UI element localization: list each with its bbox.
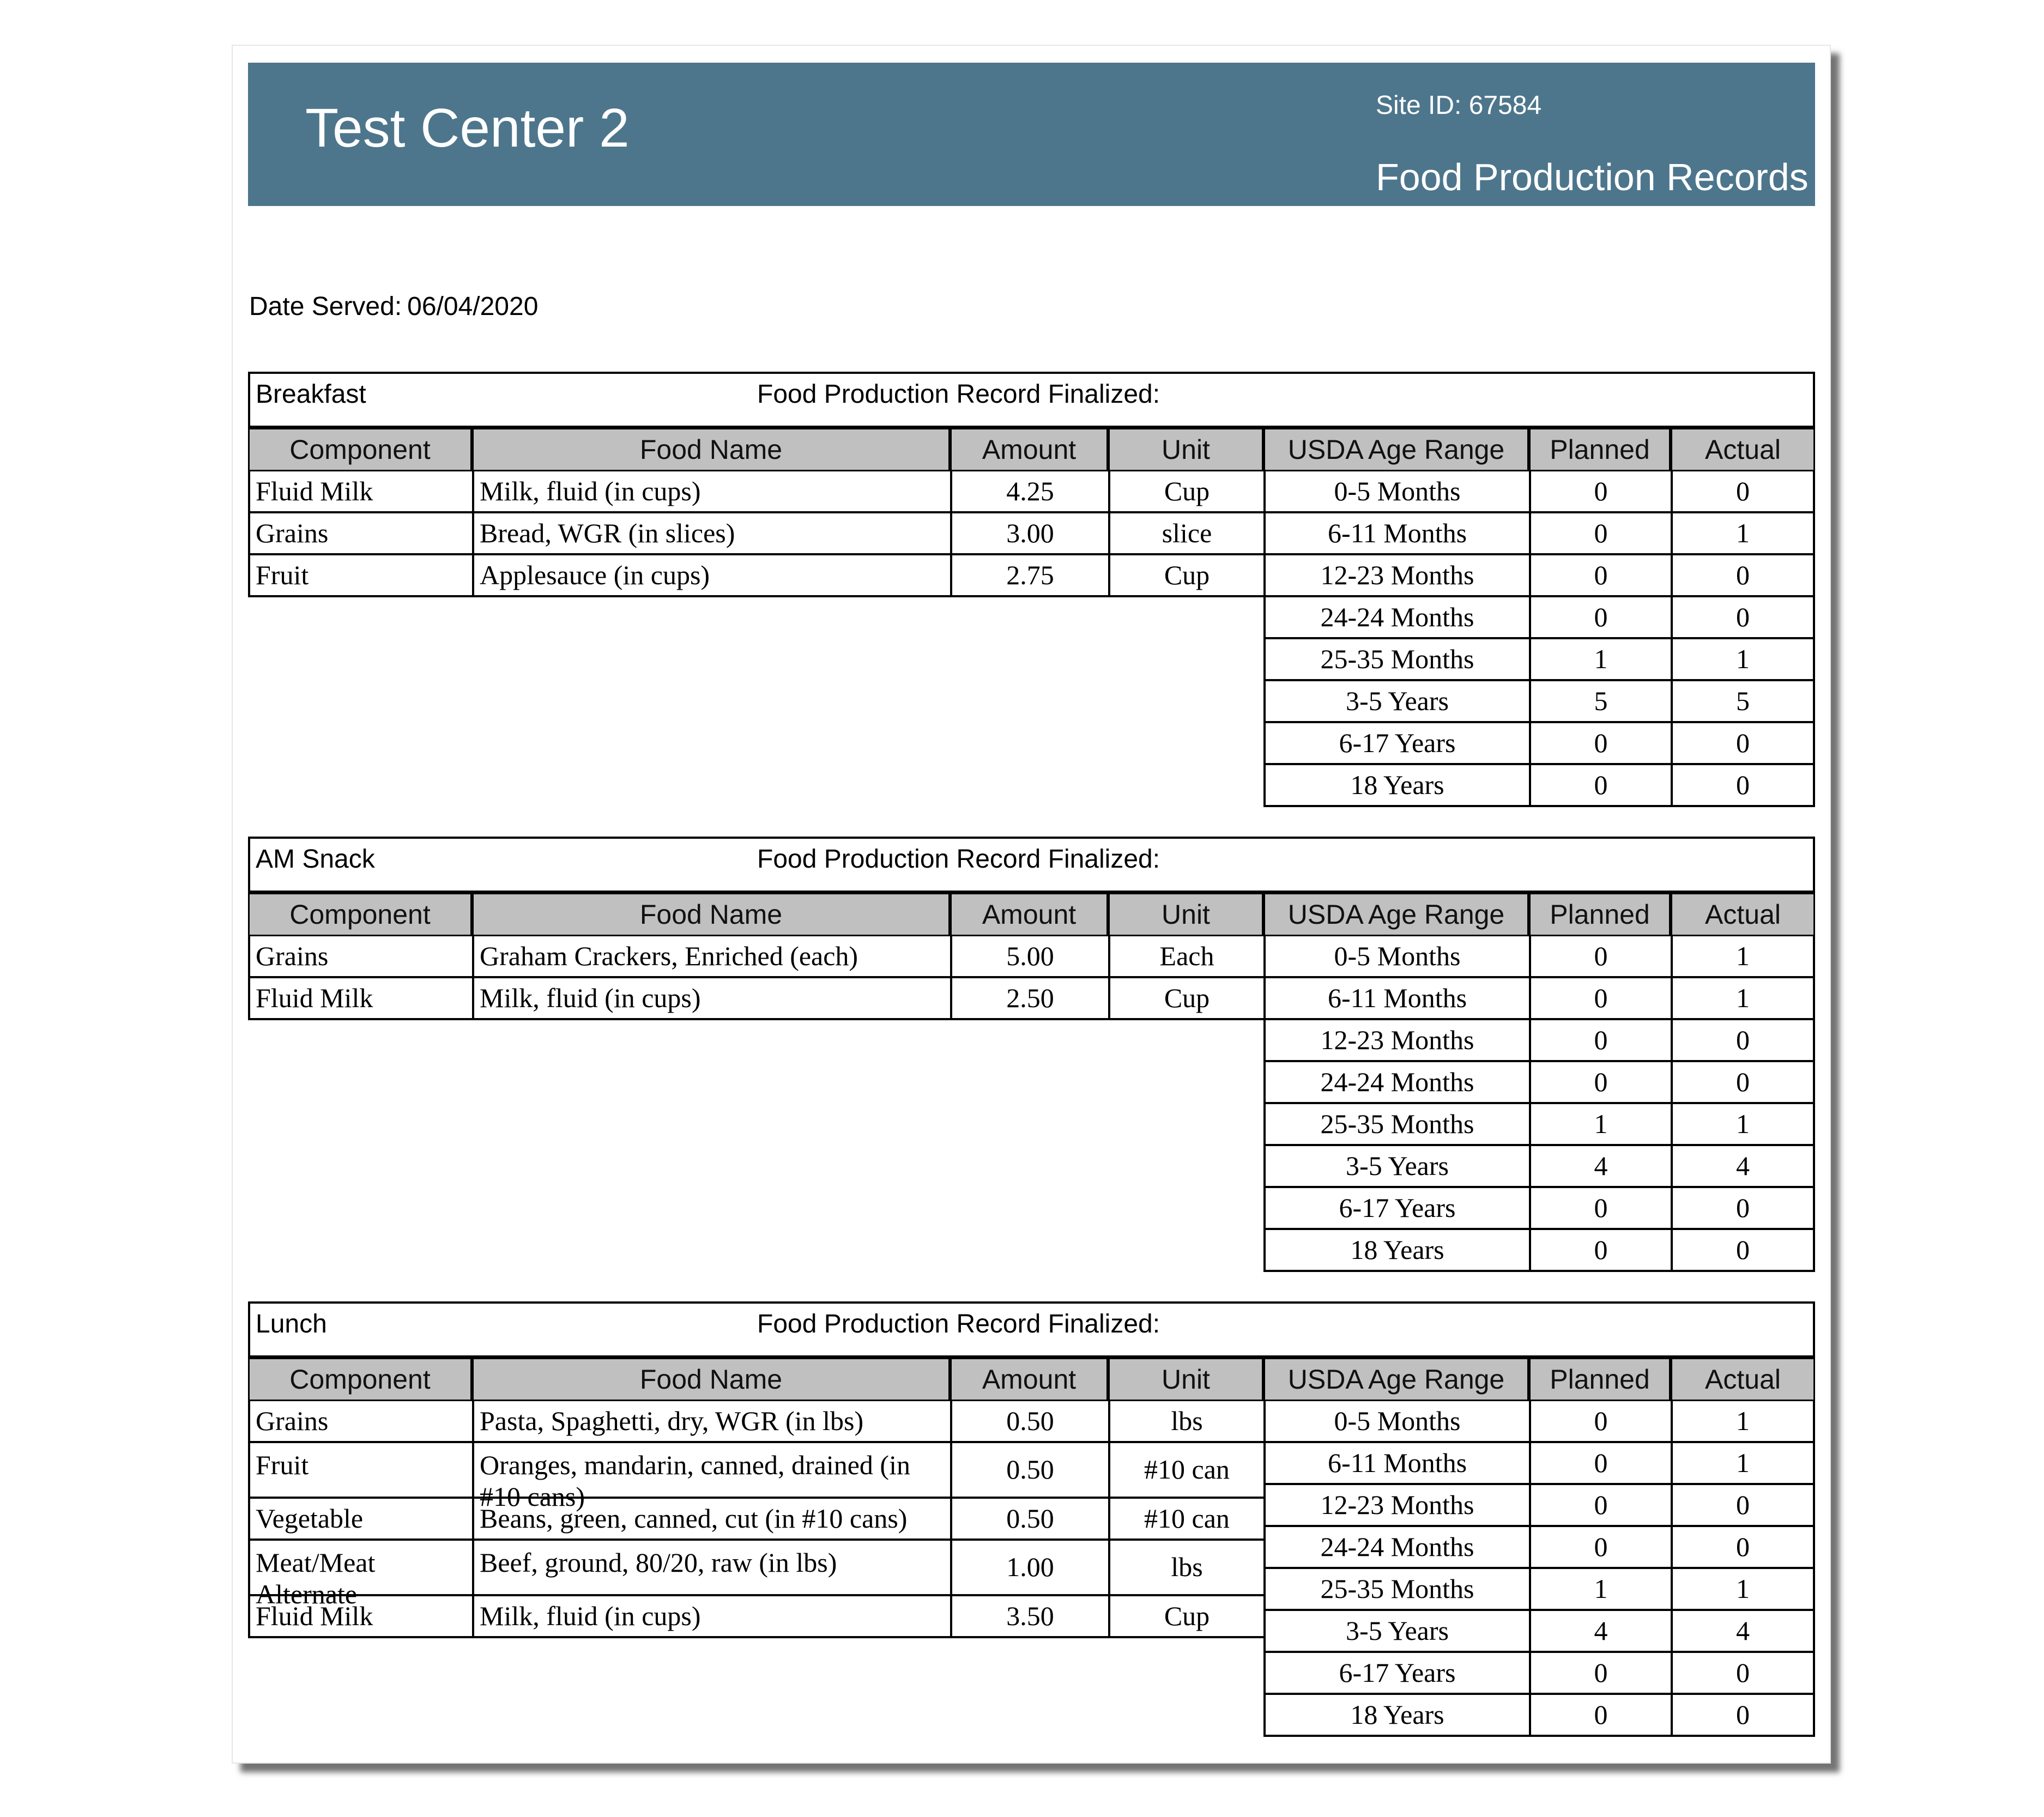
age-planned-cell: 0 (1529, 1062, 1671, 1104)
column-header: Food Name (472, 893, 950, 936)
age-actual-cell: 1 (1671, 1443, 1815, 1485)
age-actual-cell: 0 (1671, 597, 1815, 639)
column-header: USDA Age Range (1263, 1358, 1529, 1401)
age-planned-cell: 0 (1529, 1188, 1671, 1230)
item-amount-cell: 3.00 (950, 513, 1108, 555)
age-planned-cell: 0 (1529, 1230, 1671, 1272)
finalized-label: Food Production Record Finalized: (757, 1310, 1160, 1338)
item-component-cell: Vegetable (248, 1499, 472, 1541)
age-actual-cell: 0 (1671, 1527, 1815, 1569)
item-food-cell: Beef, ground, 80/20, raw (in lbs) (472, 1541, 950, 1596)
finalized-label: Food Production Record Finalized: (757, 380, 1160, 409)
age-range-cell: 6-17 Years (1263, 723, 1529, 765)
age-planned-cell: 1 (1529, 1569, 1671, 1611)
age-range-cell: 25-35 Months (1263, 1104, 1529, 1146)
item-amount-cell: 2.50 (950, 978, 1108, 1020)
date-served-value: 06/04/2020 (407, 292, 539, 321)
age-range-cell: 3-5 Years (1263, 1146, 1529, 1188)
item-unit-cell: slice (1108, 513, 1263, 555)
age-actual-cell: 1 (1671, 936, 1815, 978)
age-actual-cell: 1 (1671, 1104, 1815, 1146)
age-range-cell: 12-23 Months (1263, 1485, 1529, 1527)
meal-section (248, 837, 1815, 1275)
age-actual-cell: 0 (1671, 1653, 1815, 1695)
site-id: Site ID: 67584 (1376, 91, 1542, 120)
age-range-cell: 6-11 Months (1263, 978, 1529, 1020)
age-actual-cell: 0 (1671, 1230, 1815, 1272)
meal-header (248, 372, 1815, 428)
column-header: Food Name (472, 1358, 950, 1401)
item-unit-cell: #10 can (1108, 1443, 1263, 1499)
item-amount-cell: 1.00 (950, 1541, 1108, 1596)
age-actual-cell: 4 (1671, 1611, 1815, 1653)
item-amount-cell: 0.50 (950, 1499, 1108, 1541)
age-range-cell: 6-11 Months (1263, 513, 1529, 555)
item-food-cell: Oranges, mandarin, canned, drained (in #10 cans) (472, 1443, 950, 1499)
age-actual-cell: 0 (1671, 1020, 1815, 1062)
meal-section (248, 372, 1815, 810)
age-planned-cell: 0 (1529, 1695, 1671, 1737)
meal-header (248, 1301, 1815, 1358)
item-food-cell: Bread, WGR (in slices) (472, 513, 950, 555)
item-food-cell: Graham Crackers, Enriched (each) (472, 936, 950, 978)
item-food-cell: Milk, fluid (in cups) (472, 1596, 950, 1638)
age-actual-cell: 1 (1671, 1569, 1815, 1611)
meal-name: Lunch (256, 1310, 327, 1338)
item-unit-cell: Cup (1108, 1596, 1263, 1638)
age-actual-cell: 1 (1671, 639, 1815, 681)
age-actual-cell: 4 (1671, 1146, 1815, 1188)
item-food-cell: Milk, fluid (in cups) (472, 471, 950, 513)
age-actual-cell: 5 (1671, 681, 1815, 723)
item-amount-cell: 0.50 (950, 1443, 1108, 1499)
item-unit-cell: #10 can (1108, 1499, 1263, 1541)
age-planned-cell: 0 (1529, 936, 1671, 978)
age-planned-cell: 0 (1529, 471, 1671, 513)
item-food-cell: Applesauce (in cups) (472, 555, 950, 597)
date-served-label: Date Served: (249, 292, 402, 321)
item-amount-cell: 2.75 (950, 555, 1108, 597)
column-header: Component (248, 428, 472, 471)
age-planned-cell: 4 (1529, 1146, 1671, 1188)
item-component-cell: Grains (248, 1401, 472, 1443)
column-header: Amount (950, 428, 1108, 471)
age-planned-cell: 0 (1529, 1443, 1671, 1485)
age-planned-cell: 4 (1529, 1611, 1671, 1653)
column-header: Planned (1529, 893, 1671, 936)
column-header: Unit (1108, 1358, 1263, 1401)
age-actual-cell: 0 (1671, 471, 1815, 513)
column-header: Unit (1108, 893, 1263, 936)
age-planned-cell: 0 (1529, 555, 1671, 597)
age-actual-cell: 0 (1671, 1695, 1815, 1737)
column-header: Actual (1671, 1358, 1815, 1401)
column-header: Amount (950, 1358, 1108, 1401)
age-planned-cell: 0 (1529, 1527, 1671, 1569)
age-actual-cell: 1 (1671, 1401, 1815, 1443)
age-range-cell: 24-24 Months (1263, 1062, 1529, 1104)
meal-name: AM Snack (256, 845, 375, 874)
age-range-cell: 6-11 Months (1263, 1443, 1529, 1485)
age-range-cell: 25-35 Months (1263, 1569, 1529, 1611)
item-amount-cell: 3.50 (950, 1596, 1108, 1638)
age-actual-cell: 0 (1671, 765, 1815, 807)
age-range-cell: 18 Years (1263, 1230, 1529, 1272)
column-header: Amount (950, 893, 1108, 936)
item-component-cell: Fluid Milk (248, 471, 472, 513)
meal-header (248, 837, 1815, 893)
age-planned-cell: 0 (1529, 1485, 1671, 1527)
item-unit-cell: Cup (1108, 978, 1263, 1020)
report-header (248, 63, 1815, 206)
age-planned-cell: 5 (1529, 681, 1671, 723)
column-header: Actual (1671, 893, 1815, 936)
report-title: Food Production Records (1376, 156, 1809, 198)
age-planned-cell: 0 (1529, 978, 1671, 1020)
item-food-cell: Pasta, Spaghetti, dry, WGR (in lbs) (472, 1401, 950, 1443)
age-actual-cell: 0 (1671, 555, 1815, 597)
column-header: Component (248, 893, 472, 936)
item-amount-cell: 0.50 (950, 1401, 1108, 1443)
age-actual-cell: 0 (1671, 1188, 1815, 1230)
age-actual-cell: 0 (1671, 1062, 1815, 1104)
meal-section (248, 1301, 1815, 1740)
item-component-cell: Fruit (248, 1443, 472, 1499)
age-planned-cell: 1 (1529, 1104, 1671, 1146)
item-component-cell: Fluid Milk (248, 978, 472, 1020)
item-component-cell: Fluid Milk (248, 1596, 472, 1638)
age-range-cell: 24-24 Months (1263, 1527, 1529, 1569)
site-name: Test Center 2 (305, 98, 630, 159)
date-served (249, 292, 538, 322)
item-component-cell: Grains (248, 513, 472, 555)
column-header: Planned (1529, 1358, 1671, 1401)
age-range-cell: 18 Years (1263, 1695, 1529, 1737)
age-range-cell: 25-35 Months (1263, 639, 1529, 681)
column-header: USDA Age Range (1263, 428, 1529, 471)
age-range-cell: 12-23 Months (1263, 555, 1529, 597)
item-unit-cell: Cup (1108, 471, 1263, 513)
item-amount-cell: 4.25 (950, 471, 1108, 513)
age-range-cell: 12-23 Months (1263, 1020, 1529, 1062)
age-range-cell: 24-24 Months (1263, 597, 1529, 639)
item-component-cell: Meat/Meat Alternate (248, 1541, 472, 1596)
age-range-cell: 6-17 Years (1263, 1188, 1529, 1230)
column-header: Planned (1529, 428, 1671, 471)
finalized-label: Food Production Record Finalized: (757, 845, 1160, 874)
column-header: Component (248, 1358, 472, 1401)
age-range-cell: 0-5 Months (1263, 471, 1529, 513)
age-actual-cell: 0 (1671, 723, 1815, 765)
age-actual-cell: 1 (1671, 513, 1815, 555)
item-food-cell: Milk, fluid (in cups) (472, 978, 950, 1020)
age-range-cell: 18 Years (1263, 765, 1529, 807)
age-planned-cell: 0 (1529, 765, 1671, 807)
age-planned-cell: 0 (1529, 723, 1671, 765)
column-header: Unit (1108, 428, 1263, 471)
meal-name: Breakfast (256, 380, 366, 409)
age-range-cell: 3-5 Years (1263, 681, 1529, 723)
item-amount-cell: 5.00 (950, 936, 1108, 978)
item-unit-cell: Cup (1108, 555, 1263, 597)
column-header: USDA Age Range (1263, 893, 1529, 936)
age-planned-cell: 1 (1529, 639, 1671, 681)
item-food-cell: Beans, green, canned, cut (in #10 cans) (472, 1499, 950, 1541)
age-planned-cell: 0 (1529, 1401, 1671, 1443)
age-actual-cell: 0 (1671, 1485, 1815, 1527)
item-unit-cell: lbs (1108, 1541, 1263, 1596)
age-planned-cell: 0 (1529, 513, 1671, 555)
age-planned-cell: 0 (1529, 1653, 1671, 1695)
age-range-cell: 3-5 Years (1263, 1611, 1529, 1653)
age-planned-cell: 0 (1529, 597, 1671, 639)
age-range-cell: 0-5 Months (1263, 936, 1529, 978)
column-header: Food Name (472, 428, 950, 471)
age-range-cell: 0-5 Months (1263, 1401, 1529, 1443)
age-planned-cell: 0 (1529, 1020, 1671, 1062)
column-header: Actual (1671, 428, 1815, 471)
item-unit-cell: Each (1108, 936, 1263, 978)
item-component-cell: Fruit (248, 555, 472, 597)
age-range-cell: 6-17 Years (1263, 1653, 1529, 1695)
age-actual-cell: 1 (1671, 978, 1815, 1020)
item-component-cell: Grains (248, 936, 472, 978)
item-unit-cell: lbs (1108, 1401, 1263, 1443)
